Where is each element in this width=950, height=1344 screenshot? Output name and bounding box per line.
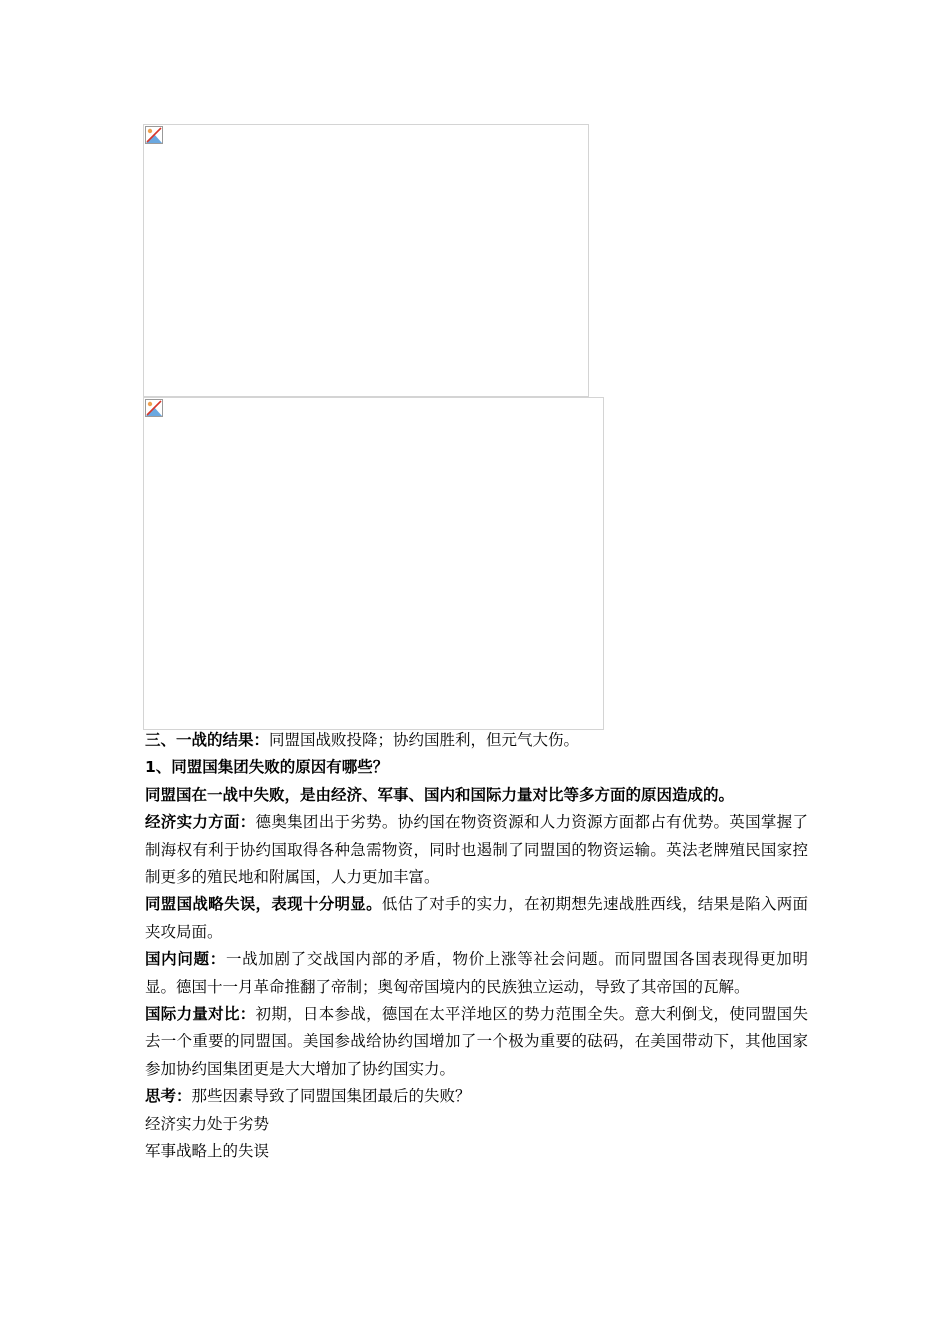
think-paragraph [145,1083,808,1110]
figure-image-1 [143,124,589,397]
economy-paragraph [145,809,808,891]
figure-image-2 [143,397,604,730]
economy-label: 经济实力方面： [145,813,256,832]
domestic-text: 一战加剧了交战国内部的矛盾，物价上涨等社会问题。而同盟国各国表现得更加明显。德国十一月革命推翻了帝制；奥匈帝国境内的民族独立运动，导致了其帝国的瓦解。 [145,950,808,996]
question-heading: 1、同盟国集团失败的原因有哪些？ [145,758,389,777]
strategy-text: 低估了对手的实力，在初期想先速战胜西线，结果是陷入两面夹攻局面。 [145,895,808,941]
broken-image-icon [145,126,163,144]
broken-image-icon [145,399,163,417]
economy-text: 德奥集团出于劣势。协约国在物资资源和人力资源方面都占有优势。英国掌握了制海权有利于协约国取得各种急需物资，同时也遏制了同盟国的物资运输。英法老牌殖民国家控制更多的殖民地和附属国，人力更加丰富。 [145,813,808,887]
domestic-paragraph [145,946,808,1001]
answer-line: 经济实力处于劣势 [145,1114,270,1133]
result-label: 三、一战的结果： [145,731,270,749]
strategy-paragraph [145,891,808,946]
international-paragraph [145,1001,808,1083]
document-body [145,727,808,1166]
international-label: 国际力量对比： [145,1005,256,1024]
domestic-label: 国内问题： [145,950,226,969]
international-text: 初期，日本参战，德国在太平洋地区的势力范围全失。意大利倒戈，使同盟国失去一个重要的同盟国。美国参战给协约国增加了一个极为重要的砝码，在美国带动下，其他国家参加协约国集团更是大大增加了协约国实力。 [145,1005,808,1078]
answer-line: 军事战略上的失误 [145,1142,270,1161]
summary-paragraph: 同盟国在一战中失败，是由经济、军事、国内和国际力量对比等多方面的原因造成的。 [145,785,735,804]
think-text: 那些因素导致了同盟国集团最后的失败？ [191,1087,471,1106]
result-text: 同盟国战败投降；协约国胜利，但元气大伤。 [269,731,580,749]
result-paragraph [145,727,808,754]
strategy-label: 同盟国战略失误，表现十分明显。 [145,895,382,914]
think-label: 思考： [145,1087,192,1106]
